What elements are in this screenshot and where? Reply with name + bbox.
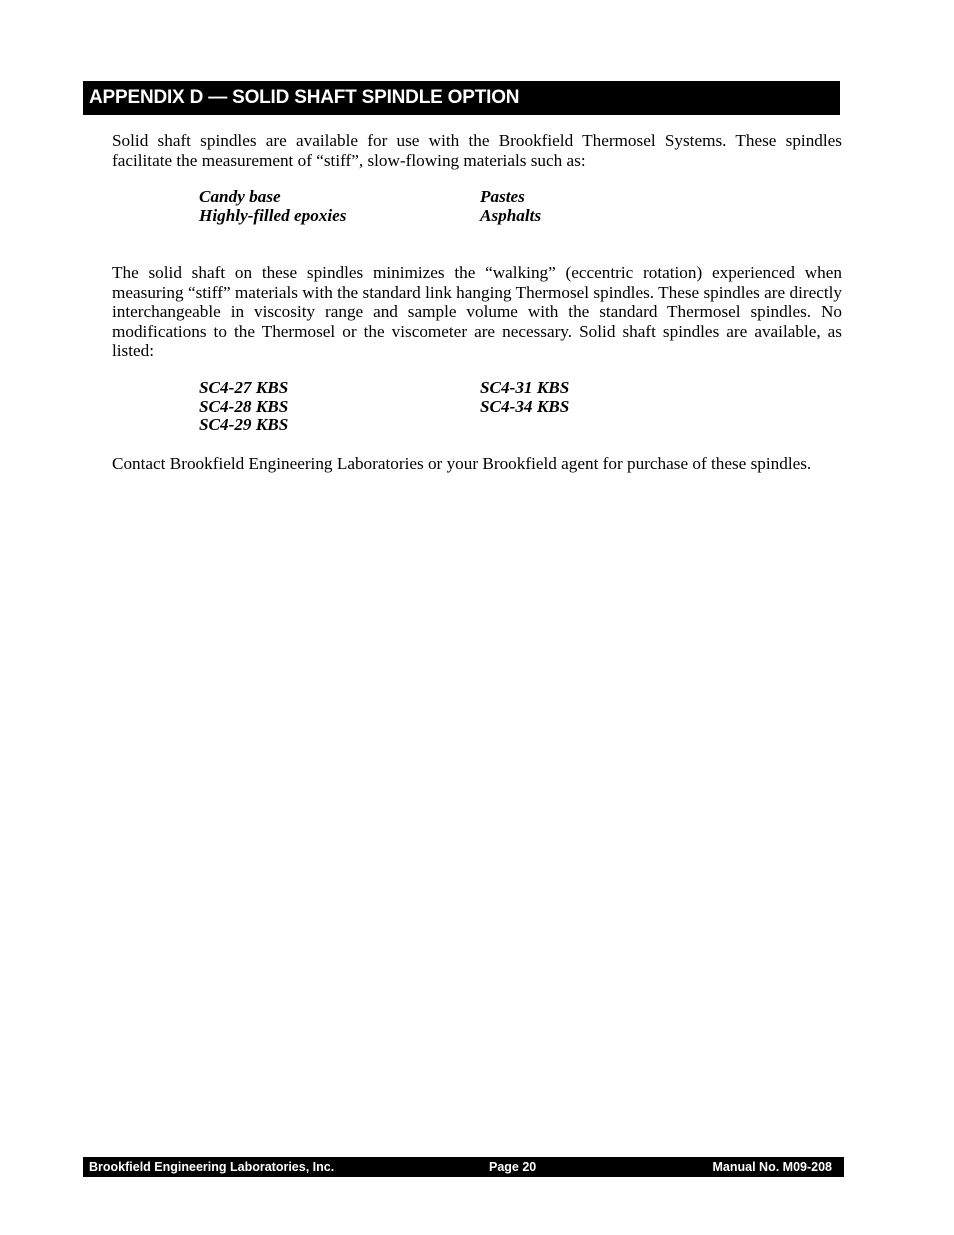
spindle-item: SC4-34 KBS xyxy=(480,396,570,416)
material-item: Candy base xyxy=(199,187,281,206)
material-item: Asphalts xyxy=(480,205,542,225)
spindle-item: SC4-27 KBS xyxy=(199,378,289,397)
materials-list xyxy=(199,188,699,225)
footer-page-number: Page 20 xyxy=(489,1160,537,1174)
description-paragraph: The solid shaft on these spindles minimizes the “walking” (eccentric rotation) experienced when measuring “stiff” materials with the standard link hanging Thermosel spindles. These spindles are directly interchangeable in viscosity range and sample volume with the standard Thermosel spindles. No modifications to the Thermosel or the viscometer are necessary. Solid shaft spindles are available, as listed: xyxy=(112,263,842,361)
spindle-row xyxy=(199,398,699,417)
spindle-row xyxy=(199,379,699,398)
contact-paragraph: Contact Brookfield Engineering Laboratories or your Brookfield agent for purchase of these spindles. xyxy=(112,454,812,473)
footer-manual-number: Manual No. M09-208 xyxy=(712,1160,832,1174)
spindle-list xyxy=(199,379,699,435)
material-item: Pastes xyxy=(480,187,525,206)
intro-paragraph: Solid shaft spindles are available for use with the Brookfield Thermosel Systems. These spindles facilitate the measurement of “stiff”, slow-flowing materials such as: xyxy=(112,131,842,170)
materials-row xyxy=(199,207,699,226)
materials-row xyxy=(199,188,699,207)
appendix-heading: APPENDIX D — SOLID SHAFT SPINDLE OPTION xyxy=(83,81,840,115)
spindle-item: SC4-28 KBS xyxy=(199,396,289,416)
spindle-row xyxy=(199,416,699,435)
material-item: Highly-filled epoxies xyxy=(199,205,347,225)
spindle-item: SC4-29 KBS xyxy=(199,415,289,435)
page-footer xyxy=(83,1157,844,1177)
footer-company: Brookfield Engineering Laboratories, Inc. xyxy=(89,1160,335,1174)
spindle-item: SC4-31 KBS xyxy=(480,378,570,397)
